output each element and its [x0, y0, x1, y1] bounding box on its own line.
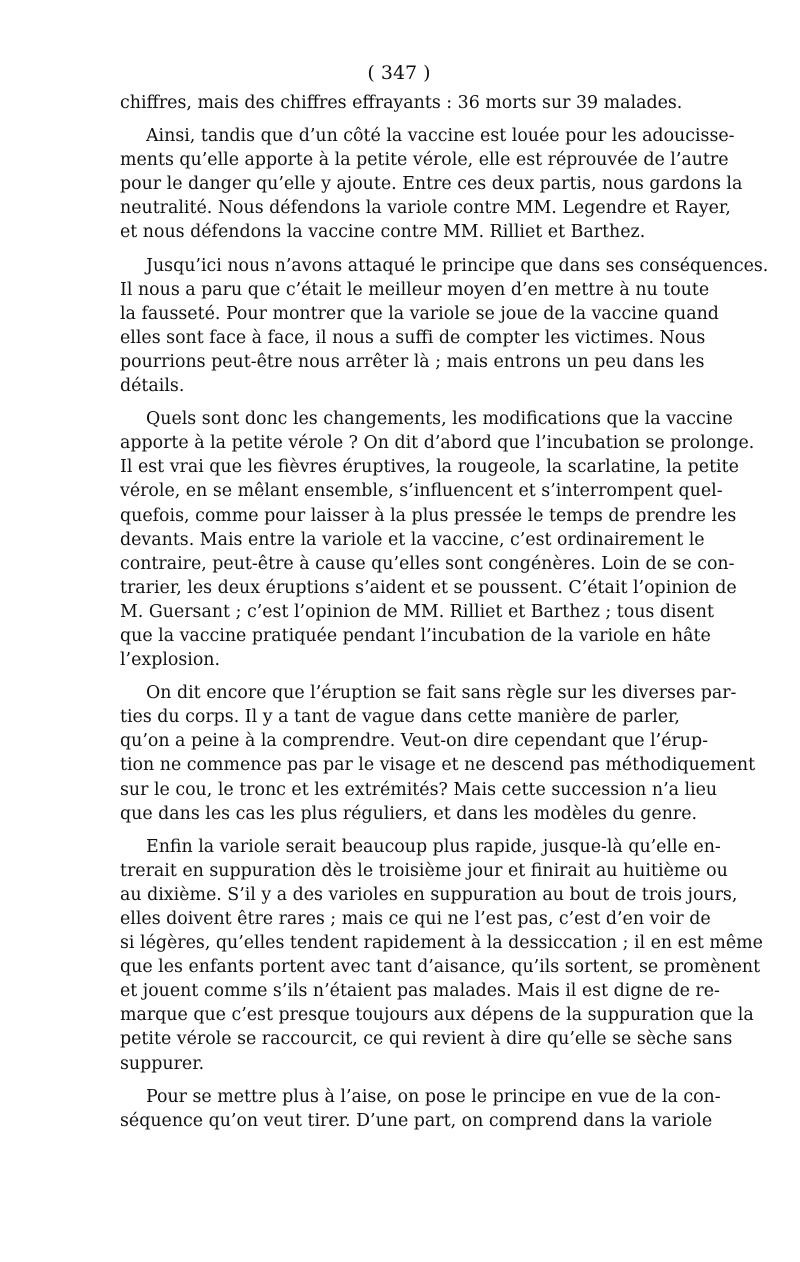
- body-text: [120, 91, 769, 1133]
- text-line: détails.: [120, 376, 185, 397]
- text-line: que la vaccine pratiquée pendant l’incubation de la variole en hâte: [120, 625, 711, 646]
- text-line: trarier, les deux éruptions s’aident et se poussent. C’était l’opinion de: [120, 577, 737, 598]
- text-line: que les enfants portent avec tant d’aisance, qu’ils sortent, se promènent: [120, 957, 761, 978]
- text-line: apporte à la petite vérole ? On dit d’abord que l’incubation se prolonge.: [120, 433, 755, 454]
- paragraph: [120, 681, 756, 826]
- page-number: ( 347 ): [367, 62, 431, 84]
- text-line: elles doivent être rares ; mais ce qui ne l’est pas, c’est d’en voir de: [120, 909, 711, 929]
- text-line: suppurer.: [120, 1053, 205, 1074]
- text-line: Il est vrai que les fièvres éruptives, la rougeole, la scarlatine, la petite: [120, 457, 739, 478]
- text-line: Jusqu’ici nous n’avons attaqué le principe que dans ses conséquences.: [146, 255, 769, 276]
- text-line: et jouent comme s’ils n’étaient pas malades. Mais il est digne de re-: [120, 981, 720, 1002]
- book-page: [120, 60, 769, 1142]
- text-line: l’explosion.: [120, 650, 221, 671]
- text-line: Quels sont donc les changements, les modifications que la vaccine: [146, 409, 733, 430]
- text-line: M. Guersant ; c’est l’opinion de MM. Rilliet et Barthez ; tous disent: [120, 601, 714, 622]
- text-line: Pour se mettre plus à l’aise, on pose le principe en vue de la con-: [146, 1086, 721, 1107]
- paragraph: [120, 124, 743, 244]
- text-line: devants. Mais entre la variole et la vaccine, c’est ordinairement le: [120, 529, 705, 550]
- text-line: neutralité. Nous défendons la variole contre MM. Legendre et Rayer,: [120, 198, 731, 219]
- text-line: contraire, peut-être à cause qu’elles sont congénères. Loin de se con-: [120, 553, 735, 574]
- paragraph: [120, 835, 763, 1076]
- text-line: tion ne commence pas par le visage et ne descend pas méthodiquement: [120, 755, 756, 776]
- text-line: ments qu’elle apporte à la petite vérole, elle est réprouvée de l’autre: [120, 150, 729, 171]
- text-line: marque que c’est presque toujours aux dépens de la suppuration que la: [120, 1005, 754, 1026]
- text-line: Ainsi, tandis que d’un côté la vaccine est louée pour les adoucisse-: [146, 126, 735, 147]
- text-line: au dixième. S’il y a des varioles en suppuration au bout de trois jours,: [120, 884, 738, 905]
- paragraph: [120, 407, 755, 672]
- text-line: la fausseté. Pour montrer que la variole se joue de la vaccine quand: [120, 303, 719, 324]
- text-line: Enfin la variole serait beaucoup plus rapide, jusque-là qu’elle en-: [146, 836, 721, 857]
- text-line: vérole, en se mêlant ensemble, s’influencent et s’interrompent quel-: [120, 481, 723, 502]
- text-line: si légères, qu’elles tendent rapidement à la dessiccation ; il en est même: [120, 933, 763, 954]
- text-line: sur le cou, le tronc et les extrémités? Mais cette succession n’a lieu: [120, 779, 718, 800]
- text-line: elles sont face à face, il nous a suffi de compter les victimes. Nous: [120, 327, 706, 348]
- text-line: séquence qu’on veut tirer. D’une part, on comprend dans la variole: [120, 1110, 713, 1131]
- paragraph: [120, 254, 769, 399]
- paragraph: [120, 1085, 721, 1133]
- text-line: trerait en suppuration dès le troisième jour et finirait au huitième ou: [120, 860, 728, 881]
- text-line: On dit encore que l’éruption se fait sans règle sur les diverses par-: [146, 683, 737, 704]
- text-line: et nous défendons la vaccine contre MM. Rilliet et Barthez.: [120, 222, 646, 243]
- text-line: Il nous a paru que c’était le meilleur moyen d’en mettre à nu toute: [120, 279, 710, 300]
- text-line: pourrions peut-être nous arrêter là ; mais entrons un peu dans les: [120, 351, 705, 372]
- text-line: que dans les cas les plus réguliers, et dans les modèles du genre.: [120, 803, 698, 824]
- text-line: qu’on a peine à la comprendre. Veut-on dire cependant que l’érup-: [120, 731, 709, 752]
- paragraph: [120, 91, 683, 115]
- text-line: pour le danger qu’elle y ajoute. Entre ces deux partis, nous gardons la: [120, 174, 743, 195]
- text-line: petite vérole se raccourcit, ce qui revient à dire qu’elle se sèche sans: [120, 1029, 733, 1050]
- text-line: quefois, comme pour laisser à la plus pressée le temps de prendre les: [120, 505, 737, 526]
- text-line: chiffres, mais des chiffres effrayants : 36 morts sur 39 malades.: [120, 93, 683, 113]
- text-line: ties du corps. Il y a tant de vague dans cette manière de parler,: [120, 707, 680, 728]
